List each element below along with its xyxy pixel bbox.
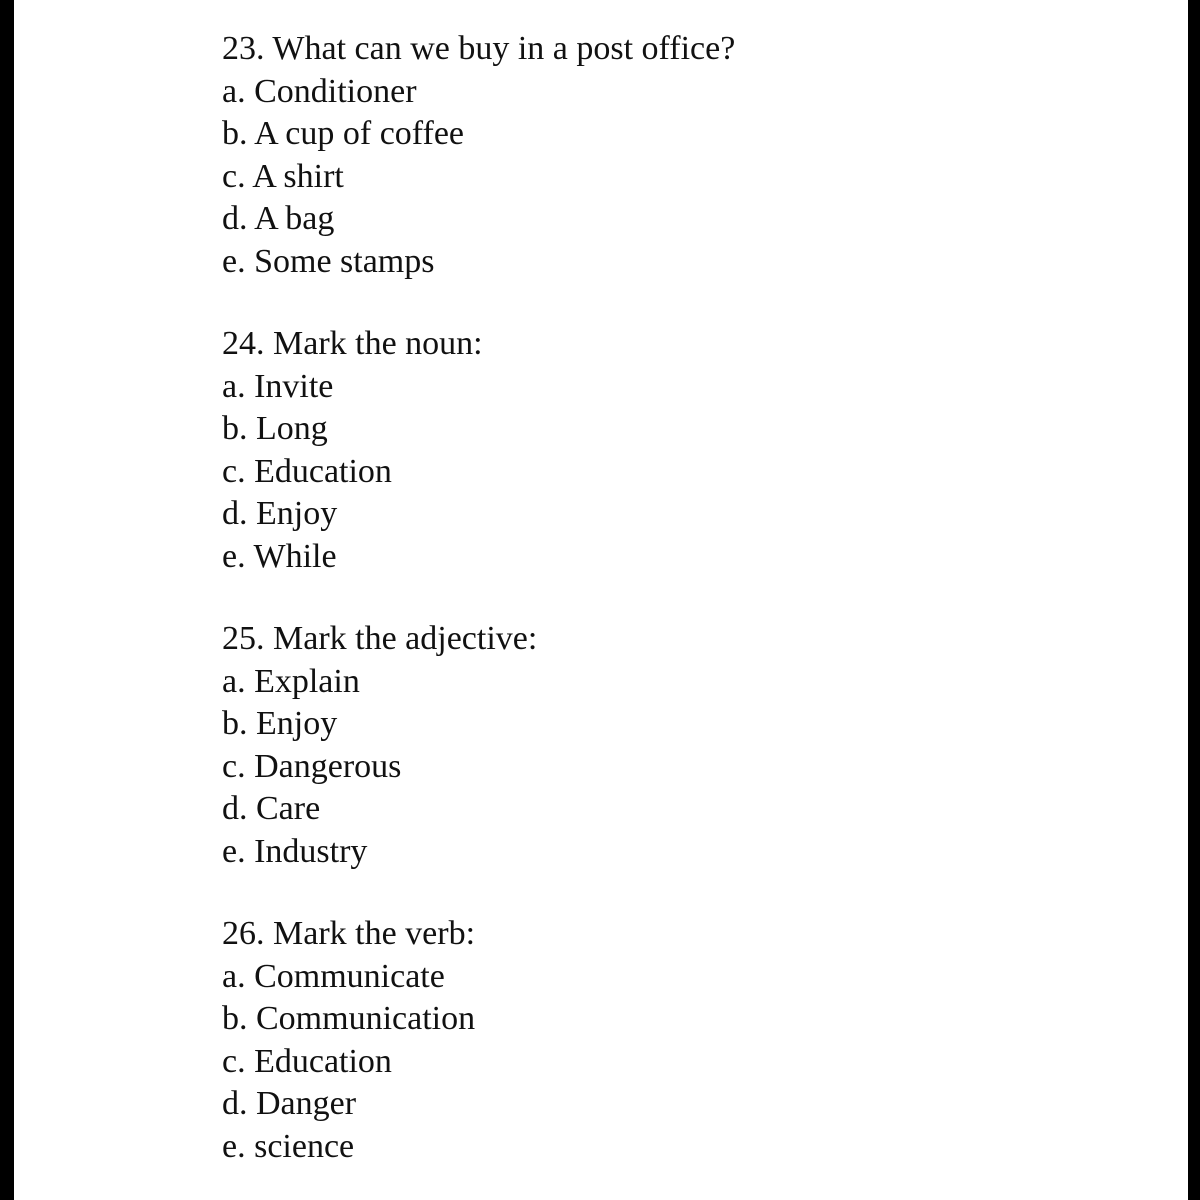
answer-option-c: c. Dangerous [222, 747, 402, 785]
answer-option-b: b. A cup of coffee [222, 115, 465, 152]
answer-option-e: e. Some stamps [222, 242, 435, 280]
question-sheet [222, 28, 1122, 1200]
question-23 [222, 28, 1122, 283]
answer-option-c: c. A shirt [222, 157, 344, 195]
question-prompt: 23. What can we buy in a post office? [222, 30, 736, 67]
answer-option-e: e. While [222, 537, 337, 575]
answer-option-b: b. Communication [222, 1000, 476, 1037]
answer-option-c: c. Education [222, 452, 392, 490]
answer-option-d: d. Care [222, 790, 321, 827]
question-26 [222, 913, 1122, 1168]
answer-option-d: d. Enjoy [222, 495, 338, 532]
answer-option-b: b. Long [222, 410, 328, 447]
left-border [0, 0, 14, 1200]
right-border [1188, 0, 1200, 1200]
answer-option-c: c. Education [222, 1042, 392, 1080]
answer-option-b: b. Enjoy [222, 705, 338, 742]
answer-option-a: a. Invite [222, 367, 334, 405]
answer-option-e: e. science [222, 1127, 355, 1165]
answer-option-a: a. Conditioner [222, 72, 417, 110]
answer-option-d: d. A bag [222, 200, 335, 237]
question-25 [222, 618, 1122, 873]
question-prompt: 25. Mark the adjective: [222, 620, 538, 657]
answer-option-a: a. Explain [222, 662, 360, 700]
answer-option-d: d. Danger [222, 1085, 357, 1122]
answer-option-a: a. Communicate [222, 957, 445, 995]
question-prompt: 24. Mark the noun: [222, 325, 483, 362]
question-prompt: 26. Mark the verb: [222, 915, 476, 952]
answer-option-e: e. Industry [222, 832, 368, 870]
question-24 [222, 323, 1122, 578]
